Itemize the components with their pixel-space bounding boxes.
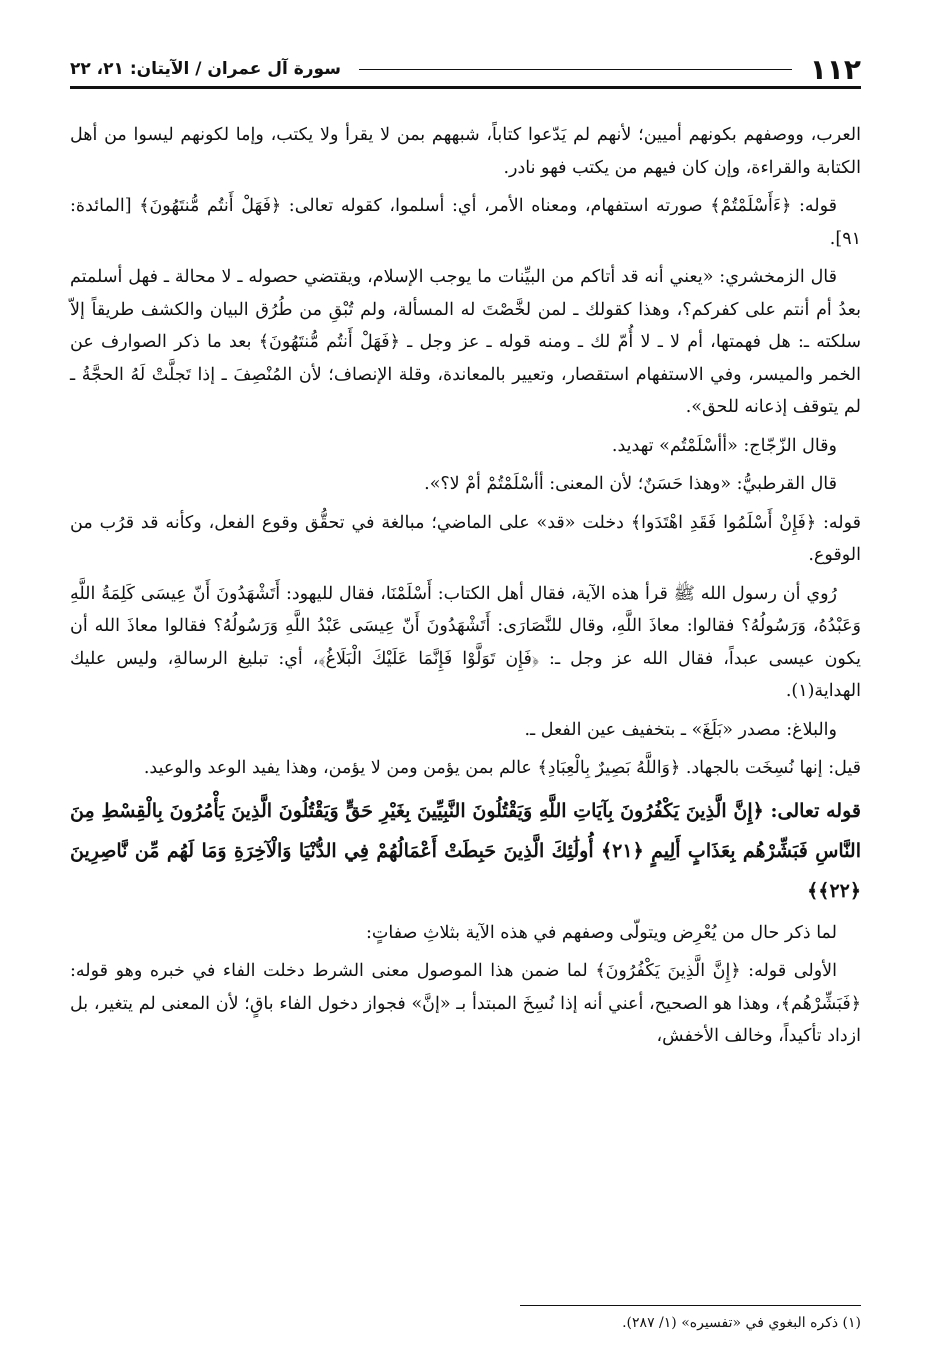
paragraph: رُوي أن رسول الله ﷺ قرأ هذه الآية، فقال أهل الكتاب: أَسْلَمْنَا، فقال لليهود: أَتَشْهَدُونَ أَنّ عِيسَى كَلِمَةُ اللَّهِ وَعَبْدُهُ، وَرَسُولُهُ؟ فقالوا: معاذَ اللَّهِ، وقال للنَّصَارَى: أَتَشْهَدُونَ أَنّ عِيسَى عَبْدُ اللَّهِ وَرَسُولُهُ؟ فقالوا معاذَ الله أن يكون عيسى عبداً، فقال الله عز وجل ـ: ﴿فَإِن تَوَلَّوْا فَإِنَّمَا عَلَيْكَ الْبَلَاغُ﴾، أي: تبليغ الرسالةِ، وليس عليك الهداية(١). bbox=[70, 583, 861, 701]
paragraph: قوله: ﴿فَإِنْ أَسْلَمُوا فَقَدِ اهْتَدَوا﴾ دخلت «قد» على الماضي؛ مبالغة في تحقُّق وقوع الفعل، وكأنه قد قرُب من الوقوع. bbox=[70, 512, 861, 565]
paragraph: العرب، ووصفهم بكونهم أميين؛ لأنهم لم يَدّعوا كتاباً، شبههم بمن لا يقرأ ولا يكتب، وإما لكونهم ليسوا من أهل الكتابة والقراءة، وإن كان فيهم من يكتب فهو نادر. bbox=[70, 125, 861, 178]
running-title: سورة آل عمران / الآيتان: ٢١، ٢٢ bbox=[70, 59, 341, 79]
quran-verse-block: قوله تعالى: ﴿إِنَّ الَّذِينَ يَكْفُرُونَ بِآيَاتِ اللَّهِ وَيَقْتُلُونَ النَّبِيِّينَ بِغَيْرِ حَقٍّ وَيَقْتُلُونَ الَّذِينَ يَأْمُرُونَ بِالْقِسْطِ مِنَ النَّاسِ فَبَشِّرْهُم بِعَذَابٍ أَلِيمٍ ﴿٢١﴾ أُولَٰئِكَ الَّذِينَ حَبِطَتْ أَعْمَالُهُمْ فِي الدُّنْيَا وَالْآخِرَةِ وَمَا لَهُم مِّن نَّاصِرِينَ ﴿٢٢﴾﴾ bbox=[70, 799, 861, 902]
page-header bbox=[70, 52, 861, 89]
page-body bbox=[70, 119, 861, 1053]
paragraph: وقال الزّجّاج: «أأسْلَمْتُم» تهديد. bbox=[611, 435, 837, 456]
paragraph: قال الزمخشري: «يعني أنه قد أتاكم من البيِّنات ما يوجب الإسلام، ويقتضي حصوله ـ لا محالة ـ فهل أسلمتم بعدُ أم أنتم على كفركم؟، وهذا كقولك ـ لمن لخَّصْتَ له المسألة، ولم تُبْقِ من طُرُق البيان والكشف طريقاً إلاّ سلكته ـ: هل فهمتها، أم لا ـ لا أُمّ لك ـ ومنه قوله ـ عز وجل ـ ﴿فَهَلْ أَنتُم مُّنتَهُونَ﴾ بعد ما ذكر الصوارف عن الخمر والميسر، وفي الاستفهام استقصار، وتعيير بالمعاندة، وقلة الإنصاف؛ لأن المُنْصِفَ ـ إذا تَجلَّتْ لَهُ الحجَّةُ ـ لم يتوقف إذعانه للحق». bbox=[70, 267, 861, 417]
paragraph: والبلاغ: مصدر «بَلَغَ» ـ بتخفيف عين الفعل ـ. bbox=[524, 719, 837, 740]
header-divider bbox=[359, 69, 792, 70]
footnote-divider bbox=[520, 1305, 861, 1306]
paragraph: قال القرطبيُّ: «وهذا حَسَنٌ؛ لأن المعنى: أأسْلَمْتُمْ أمْ لا؟». bbox=[424, 474, 837, 494]
paragraph: الأولى قوله: ﴿إِنَّ الَّذِينَ يَكْفُرُونَ﴾ لما ضمن هذا الموصول معنى الشرط دخلت الفاء في خبره وهو قوله: ﴿فَبَشِّرْهُم﴾، وهذا هو الصحيح، أعني أنه إذا نُسِخَ المبتدأ بـ «إنَّ» فجواز دخول الفاء باقٍ؛ لأن المعنى لم يتغير، بل ازداد تأكيداً، وخالف الأخفش، bbox=[70, 961, 861, 1046]
paragraph: قيل: إنها نُسِخَت بالجهاد. ﴿وَاللَّهُ بَصِيرٌ بِالْعِبَادِ﴾ عالم بمن يؤمن ومن لا يؤمن، وهذا يفيد الوعد والوعيد. bbox=[143, 758, 861, 778]
paragraph: قوله: ﴿ءَأَسْلَمْتُمْ﴾ صورته استفهام، ومعناه الأمر، أي: أسلموا، كقوله تعالى: ﴿فَهَلْ أَنتُم مُّنتَهُونَ﴾ [المائدة: ٩١]. bbox=[70, 196, 861, 249]
page-number: ١١٢ bbox=[809, 52, 861, 86]
paragraph: لما ذكر حال من يُعْرِض ويتولّى وصفهم في هذه الآية بثلاثِ صفاتٍ: bbox=[366, 922, 837, 943]
footnote: (١) ذكره البغوي في «تفسيره» (١/ ٢٨٧). bbox=[622, 1315, 861, 1331]
